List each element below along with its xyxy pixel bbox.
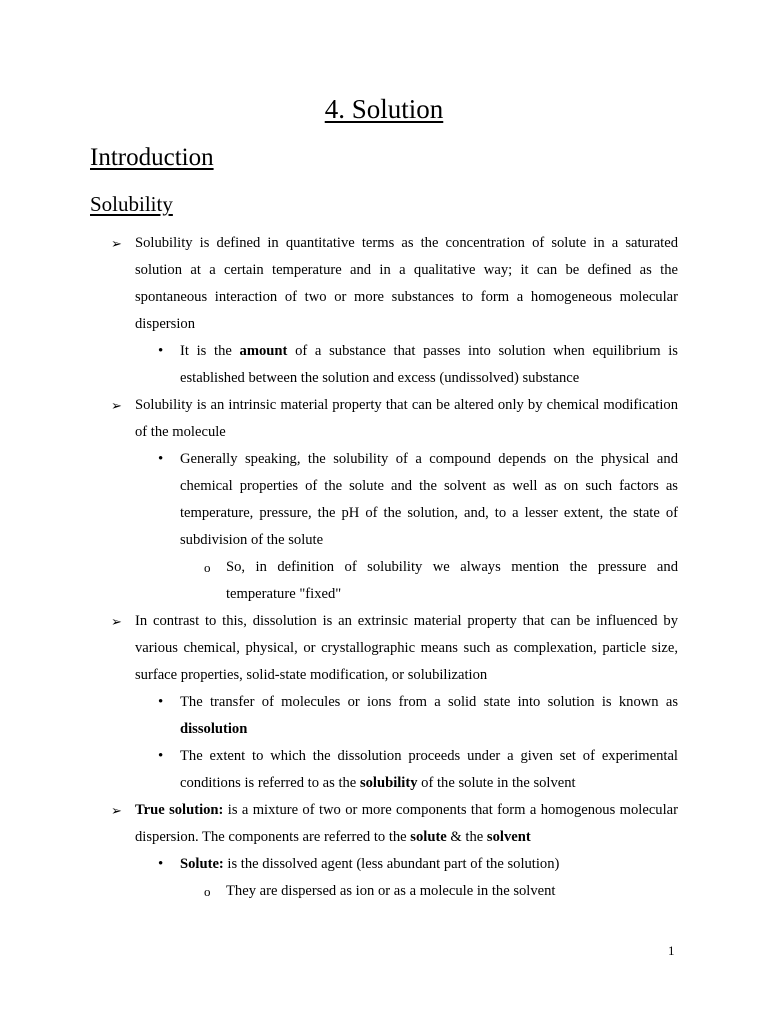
list-item-text	[180, 743, 678, 797]
bold-term: Solute:	[180, 856, 224, 872]
list-item	[204, 554, 678, 608]
list-item-text	[180, 689, 678, 743]
list-item	[111, 608, 678, 689]
disc-bullet-icon: •	[158, 748, 164, 764]
text-run: of the solute in the solvent	[417, 775, 576, 791]
arrow-bullet-icon: ➢	[111, 803, 122, 818]
circle-bullet-icon: o	[204, 884, 211, 899]
text-run: & the	[446, 829, 487, 845]
list-item	[158, 743, 678, 797]
list-item	[111, 797, 678, 851]
disc-bullet-icon: •	[158, 451, 164, 467]
text-run: In contrast to this, dissolution is an extrinsic material property that can be influenced by various chemical, physical, or crystallographic means such as complexation, particle size, surface properties, solid-state modification, or solubilization	[135, 613, 678, 683]
text-run: of a substance that passes into solution when equilibrium is established between the solution and excess (undissolved) substance	[180, 343, 678, 386]
disc-bullet-icon: •	[158, 694, 164, 710]
text-run: Solubility is defined in quantitative terms as the concentration of solute in a saturated solution at a certain temperature and in a qualitative way; it can be defined as the spontaneous interaction of two or more substances to form a homogeneous molecular dispersion	[135, 235, 678, 332]
text-run: The extent to which the dissolution proceeds under a given set of experimental conditions is referred to as the	[180, 748, 678, 791]
text-run: The transfer of molecules or ions from a solid state into solution is known as	[180, 694, 678, 710]
text-run: Generally speaking, the solubility of a compound depends on the physical and chemical properties of the solute and the solvent as well as on such factors as temperature, pressure, the pH of the solution, and, to a lesser extent, the state of subdivision of the solute	[180, 451, 678, 548]
list-item-text	[226, 878, 678, 905]
list-item-text	[226, 554, 678, 608]
bold-term: dissolution	[180, 721, 248, 737]
circle-bullet-icon: o	[204, 560, 211, 575]
list-item-text	[180, 446, 678, 554]
bold-term: amount	[239, 343, 288, 359]
text-run: It is the	[180, 343, 240, 359]
list-item	[204, 878, 678, 905]
list-item	[111, 392, 678, 446]
document-title: 4. Solution	[324, 94, 444, 124]
document-body	[90, 230, 678, 905]
disc-bullet-icon: •	[158, 856, 164, 872]
bold-term: True solution:	[135, 802, 224, 818]
list-item	[158, 689, 678, 743]
list-item-text	[135, 608, 678, 689]
section-heading-introduction: Introduction	[90, 144, 214, 171]
list-item-text	[135, 797, 678, 851]
text-run: So, in definition of solubility we always mention the pressure and temperature "fixed"	[226, 559, 678, 602]
list-item	[158, 446, 678, 554]
list-item-text	[135, 230, 678, 338]
disc-bullet-icon: •	[158, 343, 164, 359]
arrow-bullet-icon: ➢	[111, 236, 122, 251]
bold-term: solvent	[486, 829, 531, 845]
list-item	[158, 338, 678, 392]
list-item-text	[180, 851, 678, 878]
text-run: Solubility is an intrinsic material property that can be altered only by chemical modification of the molecule	[135, 397, 678, 440]
list-item-text	[180, 338, 678, 392]
arrow-bullet-icon: ➢	[111, 614, 122, 629]
list-item-text	[135, 392, 678, 446]
list-item	[111, 230, 678, 338]
text-run: is the dissolved agent (less abundant part of the solution)	[223, 856, 560, 872]
text-run: They are dispersed as ion or as a molecule in the solvent	[226, 883, 556, 899]
bold-term: solute	[410, 829, 447, 845]
list-item	[158, 851, 678, 878]
bold-term: solubility	[359, 775, 418, 791]
page-number: 1	[668, 943, 675, 958]
subsection-heading-solubility: Solubility	[90, 192, 173, 216]
arrow-bullet-icon: ➢	[111, 398, 122, 413]
text-run: is a mixture of two or more components that form a homogenous molecular dispersion. The components are referred to the	[135, 802, 678, 845]
